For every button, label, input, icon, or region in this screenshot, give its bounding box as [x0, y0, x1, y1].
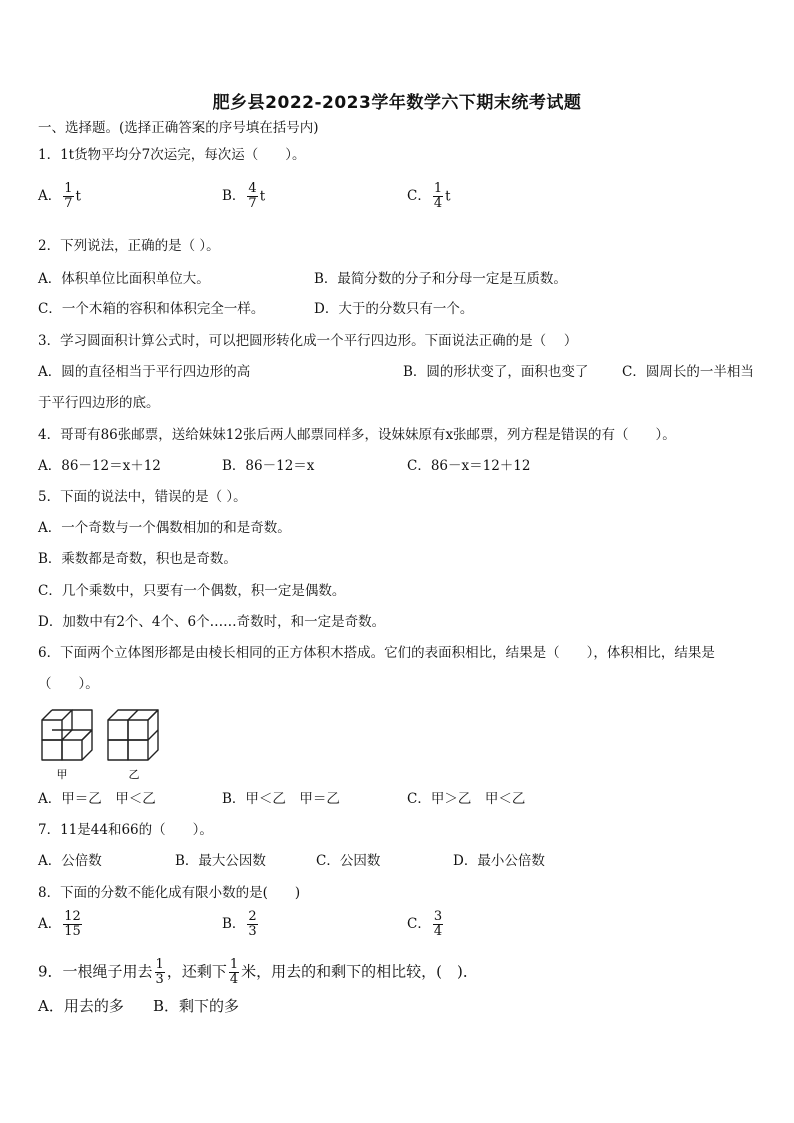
option-label: C．	[407, 188, 431, 204]
q9-stem: 9．一根绳子用去 $\frac{1}{3}$ ，还剩下 $\frac{1}{4}$ 米，用去的和剩下的相比较，( )．	[38, 957, 478, 987]
q3-stem: 3．学习圆面积计算公式时，可以把圆形转化成一个平行四边形。下面说法正确的是（ ）	[38, 333, 578, 349]
q7-option-d[interactable]: D．最小公倍数	[453, 853, 545, 869]
fraction: $\frac{1}{4}$	[433, 181, 443, 211]
q2-stem: 2．下列说法，正确的是（ ）。	[38, 238, 220, 254]
q8-option-a[interactable]	[38, 910, 84, 939]
q5-stem: 5．下面的说法中，错误的是（ ）。	[38, 489, 247, 505]
fraction: $\frac{12}{15}$	[64, 909, 81, 939]
fraction: $\frac{1}{4}$	[229, 957, 239, 987]
q5-option-d[interactable]: D．加数中有2个、4个、6个……奇数时，和一定是奇数。	[38, 614, 386, 630]
cube-figures	[38, 700, 172, 782]
figure-yi	[108, 710, 158, 760]
option-label: C．	[407, 916, 431, 932]
option-label: A．	[38, 916, 62, 932]
page-title: 肥乡县2022-2023学年数学六下期末统考试题	[212, 93, 582, 113]
q6-stem: 6．下面两个立体图形都是由棱长相同的正方体积木搭成。它们的表面积相比，结果是（ ），体积相比，结果是	[38, 645, 715, 661]
figure-label-yi: 乙	[128, 768, 140, 781]
figure-jia	[42, 710, 92, 760]
q5-option-b[interactable]: B．乘数都是奇数，积也是奇数。	[38, 551, 237, 567]
q4-option-b[interactable]: B．86－12＝x	[222, 458, 315, 474]
q2-option-a[interactable]: A．体积单位比面积单位大。	[38, 271, 210, 287]
q3-option-c-continued: 于平行四边形的底。	[38, 395, 160, 411]
q1-option-b[interactable]: B． $\frac{4}{7}$ t	[222, 181, 266, 211]
fraction: $\frac{1}{3}$	[155, 957, 164, 987]
option-label: A．	[38, 188, 62, 204]
q8-stem: 8．下面的分数不能化成有限小数的是( )	[38, 885, 301, 901]
q1-stem: 1．1t货物平均分7次运完，每次运（ ）。	[38, 147, 306, 163]
q8-option-c[interactable]	[407, 910, 445, 939]
q3-option-c[interactable]: C．圆周长的一半相当	[622, 364, 754, 380]
figure-label-jia: 甲	[56, 768, 68, 781]
q6-option-b[interactable]: B．甲＜乙 甲＝乙	[222, 791, 340, 807]
q7-stem: 7．11是44和66的（ ）。	[38, 822, 213, 838]
q2-option-c[interactable]: C．一个木箱的容积和体积完全一样。	[38, 301, 265, 317]
q6-option-c[interactable]: C．甲＞乙 甲＜乙	[407, 791, 526, 807]
q2-option-b[interactable]: B．最简分数的分子和分母一定是互质数。	[314, 271, 567, 287]
q6-option-a[interactable]: A．甲＝乙 甲＜乙	[38, 791, 156, 807]
q4-stem: 4．哥哥有86张邮票，送给妹妹12张后两人邮票同样多，设妹妹原有x张邮票，列方程是错误的有（ ）。	[38, 427, 676, 443]
q8-option-b[interactable]	[222, 910, 260, 939]
q5-option-a[interactable]: A．一个奇数与一个偶数相加的和是奇数。	[38, 520, 291, 536]
q1-option-c[interactable]: C． $\frac{1}{4}$ t	[407, 181, 451, 211]
q7-option-b[interactable]: B．最大公因数	[175, 853, 266, 869]
fraction: $\frac{4}{7}$	[248, 181, 257, 211]
fraction: $\frac{2}{3}$	[248, 909, 257, 939]
q9-option-a[interactable]: A．用去的多	[38, 997, 124, 1015]
q3-option-a[interactable]: A．圆的直径相当于平行四边形的高	[38, 364, 251, 380]
q7-option-c[interactable]: C．公因数	[316, 853, 381, 869]
option-label: B．	[222, 188, 246, 204]
q9-option-b[interactable]: B．剩下的多	[153, 997, 240, 1015]
fraction: $\frac{1}{7}$	[64, 181, 73, 211]
section-heading: 一、选择题。(选择正确答案的序号填在括号内)	[38, 120, 319, 136]
q7-option-a[interactable]: A．公倍数	[38, 853, 102, 869]
fraction: $\frac{3}{4}$	[433, 909, 443, 939]
q4-option-a[interactable]: A．86－12＝x＋12	[38, 458, 161, 474]
q2-option-d[interactable]: D．大于的分数只有一个。	[314, 301, 474, 317]
q3-option-b[interactable]: B．圆的形状变了，面积也变了	[403, 364, 589, 380]
q6-stem-continued: （ ）。	[38, 676, 99, 692]
q5-option-c[interactable]: C．几个乘数中，只要有一个偶数，积一定是偶数。	[38, 583, 346, 599]
q4-option-c[interactable]: C．86－x＝12＋12	[407, 458, 531, 474]
q1-option-a[interactable]: A． $\frac{1}{7}$ t	[38, 181, 81, 211]
option-label: B．	[222, 916, 246, 932]
